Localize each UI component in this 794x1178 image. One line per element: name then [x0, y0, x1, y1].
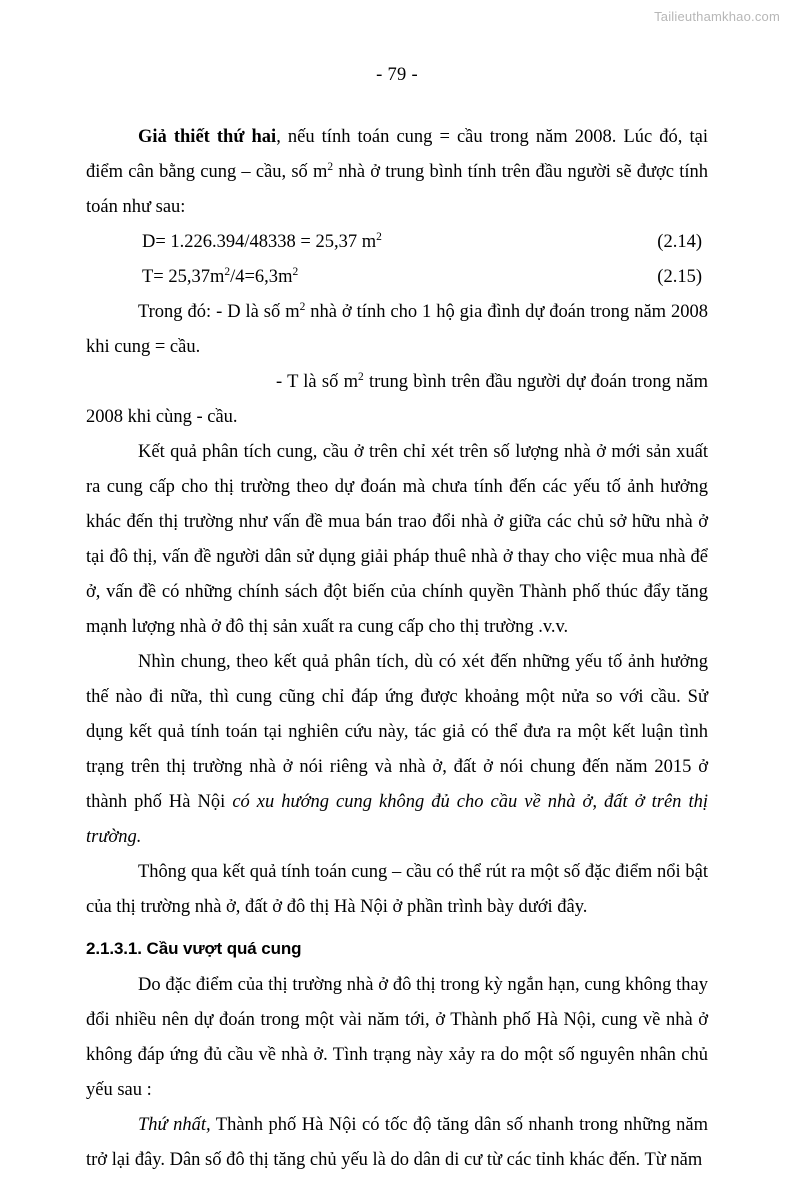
equation-2-15 [86, 260, 708, 295]
assumption-two-rest: , nếu tính toán cung = cầu trong năm 2008. Lúc đó, tại điểm cân bằng cung – cầu, số $m^2$ nhà ở trung bình tính trên đầu người sẽ được tính toán như sau: [86, 127, 708, 218]
paragraph-assumption-two [86, 120, 708, 225]
equation-2-15-number: (2.15) [657, 267, 702, 288]
assumption-two-lead: Giả thiết thứ hai [138, 127, 277, 148]
paragraph-analysis-result: Kết quả phân tích cung, cầu ở trên chỉ xét trên số lượng nhà ở mới sản xuất ra cung cấp cho thị trường theo dự đoán mà chưa tính đến các yếu tố ảnh hưởng khác đến thị trường như vấn đề mua bán trao đổi nhà ở giữa các chủ sở hữu nhà ở tại đô thị, vấn đề người dân sử dụng giải pháp thuê nhà ở thay cho việc mua nhà để ở, vấn đề có những chính sách đột biến của chính quyền Thành phố thúc đẩy tăng mạnh lượng nhà ở đô thị sản xuất ra cung cấp cho thị trường .v.v. [86, 442, 708, 638]
page-number: - 79 - [376, 65, 418, 85]
reason-first-text: Thành phố Hà Nội có tốc độ tăng dân số nhanh trong những năm trở lại đây. Dân số đô thị tăng chủ yếu là do dân di cư từ các tỉnh khác đến. Từ năm [86, 1115, 708, 1171]
reason-first-label: Thứ nhất, [138, 1115, 211, 1136]
paragraph-demand-exceeds-supply: Do đặc điểm của thị trường nhà ở đô thị trong kỳ ngắn hạn, cung không thay đổi nhiều nên dự đoán trong một vài năm tới, ở Thành phố Hà Nội, cung về nhà ở không đáp ứng đủ cầu về nhà ở. Tình trạng này xảy ra do một số nguyên nhân chủ yếu sau : [86, 975, 708, 1101]
equation-2-14-body: D= 1.226.394/48338 = 25,37 $m^2$ [142, 231, 382, 253]
equation-2-14 [86, 225, 708, 260]
watermark-text: Tailieuthamkhao.com [654, 9, 780, 24]
definition-d: Trong đó: - D là số $m^2$ nhà ở tính cho 1 hộ gia đình dự đoán trong năm 2008 khi cung = cầu. [86, 301, 708, 358]
general-conclusion-normal: Nhìn chung, theo kết quả phân tích, dù có xét đến những yếu tố ảnh hưởng thế nào đi nữa, thì cung cũng chỉ đáp ứng được khoảng một nửa so với cầu. Sử dụng kết quả tính toán tại nghiên cứu này, tác giả có thể đưa ra một kết luận tình trạng trên thị trường nhà ở nói riêng và nhà ở, đất ở nói chung đến năm 2015 ở thành phố Hà Nội [86, 652, 708, 813]
page-content [86, 64, 708, 1178]
paragraph-features-intro: Thông qua kết quả tính toán cung – cầu có thể rút ra một số đặc điểm nổi bật của thị trường nhà ở, đất ở đô thị Hà Nội ở phần trình bày dưới đây. [86, 862, 708, 918]
paragraph-general-conclusion [86, 645, 708, 855]
general-conclusion-italic: có xu hướng cung không đủ cho cầu về nhà ở, đất ở trên thị trường. [86, 792, 708, 848]
equation-2-15-body: $T= 25,37m^2/4=6,3m^2$ [142, 266, 299, 288]
equation-2-14-number: (2.14) [657, 232, 702, 253]
definition-t: - T là số $m^2$ trung bình trên đầu người dự đoán trong năm 2008 khi cùng - cầu. [86, 371, 708, 428]
section-heading-2-1-3-1: 2.1.3.1. Cầu vượt quá cung [86, 939, 302, 959]
paragraph-reason-first [86, 1108, 708, 1178]
